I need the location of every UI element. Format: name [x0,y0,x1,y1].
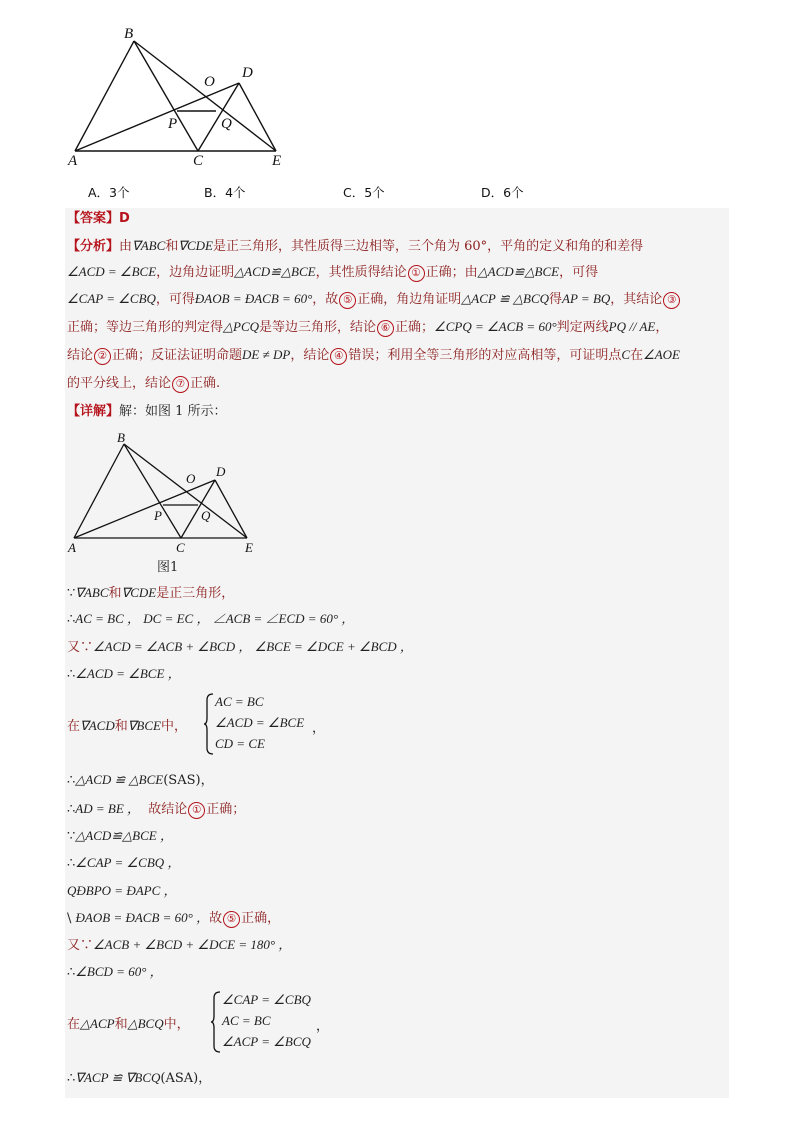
text: ∵ [67,586,76,601]
fig-label-A: A [68,153,78,169]
text: ，可得 [155,292,195,307]
option-d: D．6个 [481,185,524,200]
text: (ASA)， [160,1071,212,1086]
detail-step-15 [67,1069,211,1088]
circled-number: ③ [663,292,680,309]
math: ∠ACB + ∠BCD + ∠DCE = 180° ， [93,937,292,952]
system-1 [215,691,304,754]
math: △ACD≌△BCE [477,264,560,279]
analysis-line-4 [67,318,668,337]
math: ∇CDE [121,585,157,600]
answer-value: D [119,211,130,226]
circled-number: ① [408,265,425,282]
text: 和 [114,1017,128,1032]
text: ，结论 [290,348,330,363]
math: △ACP [80,1016,115,1031]
answer-tag: 【答案】 [67,211,120,226]
text: \ [67,911,72,926]
detail-step-11 [67,909,280,928]
math: ∠AOE [643,347,680,362]
fig1-label-B: B [117,430,125,445]
text: 和 [114,719,128,734]
system-1-row: CD = CE [215,736,265,751]
text: 和 [108,586,122,601]
text: ∴ [67,1071,76,1086]
system-1-row: AC = BC [215,694,264,709]
fig-label-O: O [204,74,215,90]
text: 正确； [395,320,435,335]
text: ∵ [67,829,76,844]
math: △PCQ [223,319,260,334]
system-2 [222,989,311,1052]
fig-label-B: B [124,26,134,42]
detail-line-intro [67,403,227,421]
text: ∴ [67,773,76,788]
fig-label-E: E [272,153,282,169]
text: ∴ [67,965,76,980]
detail-tag: 【详解】 [67,404,120,419]
analysis-tag: 【分析】 [67,239,120,254]
option-b: B．4个 [204,185,246,200]
fig1-label-P: P [154,508,162,523]
system-1-row: ∠ACD = ∠BCE [215,715,305,730]
detail-step-8 [67,827,173,846]
math: ∠CAP = ∠CBQ [67,291,156,306]
text: 正确. [190,376,221,391]
detail-step-14 [67,1015,190,1034]
fig1-label-D: D [216,464,226,479]
text: ，其性质得结论 [315,265,407,280]
math: ÐAOB = ÐACB = 60° ， [75,910,210,925]
fig-label-P: P [168,116,178,132]
math: ∠ACD = ∠BCE [67,264,157,279]
text: ∴ [67,856,76,871]
text: (SAS)， [163,773,214,788]
math: ∇BCE [127,718,161,733]
text: 解：如图 1 所示： [119,404,227,419]
fig1-label-E: E [245,540,253,555]
text: 又∵ [67,640,94,655]
text: 中， [163,1017,190,1032]
text: 的平分线上，结论 [67,376,172,391]
fig-label-D: D [242,65,253,81]
text: 是正三角形， [156,586,235,601]
fig1-label-C: C [176,540,185,555]
detail-step-4 [67,665,181,684]
math: ∠BCD = 60° ， [75,964,163,979]
circled-number: ① [188,802,205,819]
detail-step-5 [67,717,187,736]
text: 正确， [241,911,281,926]
math: C [621,347,631,362]
system-2-end: ， [316,1019,330,1034]
math: AC = BC ， DC = EC ， ∠ACB = ∠ECD = 60° ， [75,611,355,626]
text: 在 [67,1017,81,1032]
brace-2 [210,990,222,1054]
analysis-line-6 [67,375,220,393]
option-a: A．3个 [88,185,130,200]
analysis-line-5 [67,346,680,365]
detail-step-10 [67,882,177,901]
figure-1 [66,438,266,556]
math: △ACD≌△BCE ， [75,828,173,843]
math: AP = BQ [562,291,611,306]
math: ∠CPQ = ∠ACB = 60° [434,319,557,334]
math: ∇ABC [132,238,166,253]
figure-top [60,20,300,180]
detail-step-3 [67,638,413,657]
brace-1 [203,692,215,756]
system-2-row: AC = BC [222,1013,271,1028]
system-2-row: ∠CAP = ∠CBQ [222,992,311,1007]
text: 正确；反证法证明命题 [112,348,243,363]
math: AD = BE ， [75,801,141,816]
text: ，边角边证明 [156,265,235,280]
math: ∇CDE [178,238,213,253]
fig1-label-A: A [68,540,76,555]
detail-step-12 [67,936,291,955]
text: 正确，角边角证明 [357,292,462,307]
fig-label-Q: Q [221,116,232,132]
math: △BCQ [127,1016,164,1031]
math: ∇ABC [75,585,109,600]
math: ∠CAP = ∠CBQ ， [75,855,181,870]
text: 错误；利用全等三角形的对应高相等，可证明点 [348,348,622,363]
text: 判定两线 [556,320,609,335]
text: 在 [630,348,644,363]
math: △ACD ≌ △BCE [75,772,164,787]
math: △ACP ≌ △BCQ [461,291,550,306]
figure-caption: 图1 [157,560,179,575]
text: 由 [119,239,133,254]
text: ，其结论 [610,292,663,307]
circled-number: ④ [330,348,347,365]
system-1-end: ， [312,721,326,736]
text: ，故 [312,292,339,307]
math: △ACD≌△BCE [234,264,316,279]
math: ∇ACD [80,718,115,733]
math: QÐBPO = ÐAPC ， [67,883,177,898]
math: ∠ACD = ∠ACB + ∠BCD ， ∠BCE = ∠DCE + ∠BCD ， [93,639,413,654]
text: ∴ [67,802,76,817]
circled-number: ⑦ [172,376,189,393]
detail-step-2 [67,610,354,629]
detail-step-7 [67,800,245,819]
text: 正确；由 [425,265,478,280]
text: 故 [209,911,223,926]
analysis-line-1 [67,237,643,256]
math: PQ // AE [608,319,656,334]
detail-step-6 [67,771,214,790]
answer-line [67,210,130,228]
circled-number: ② [94,348,111,365]
text: ∴ [67,612,76,627]
fig-label-C: C [193,153,204,169]
text: ∴ [67,667,76,682]
text: ， [655,320,669,335]
detail-step-1 [67,584,234,603]
text: 正确； [206,802,246,817]
analysis-line-3 [67,290,681,309]
circled-number: ⑥ [377,320,394,337]
text: 在 [67,719,81,734]
fig1-label-Q: Q [201,508,211,523]
detail-step-9 [67,854,180,873]
system-2-row: ∠ACP = ∠BCQ [222,1034,311,1049]
math: ∠ACD = ∠BCE ， [75,666,181,681]
text: 是等边三角形，结论 [259,320,377,335]
text: 是正三角形，其性质得三边相等，三个角为 60°，平角的定义和角的和差得 [213,239,644,254]
text: ，可得 [559,265,599,280]
text: 结论 [67,348,94,363]
text: 和 [165,239,179,254]
fig1-label-O: O [186,471,196,486]
text: 得 [549,292,563,307]
text: 中， [160,719,187,734]
circled-number: ⑤ [339,292,356,309]
math: DE ≠ DP [242,347,291,362]
detail-step-13 [67,963,163,982]
math: ∇ACP ≌ ∇BCQ [75,1070,161,1085]
analysis-line-2 [67,263,598,282]
text: 故结论 [148,802,188,817]
math: ÐAOB = ÐACB = 60° [194,291,313,306]
option-c: C．5个 [343,185,385,200]
text: 正确；等边三角形的判定得 [67,320,224,335]
text: 又∵ [67,938,94,953]
circled-number: ⑤ [223,911,240,928]
